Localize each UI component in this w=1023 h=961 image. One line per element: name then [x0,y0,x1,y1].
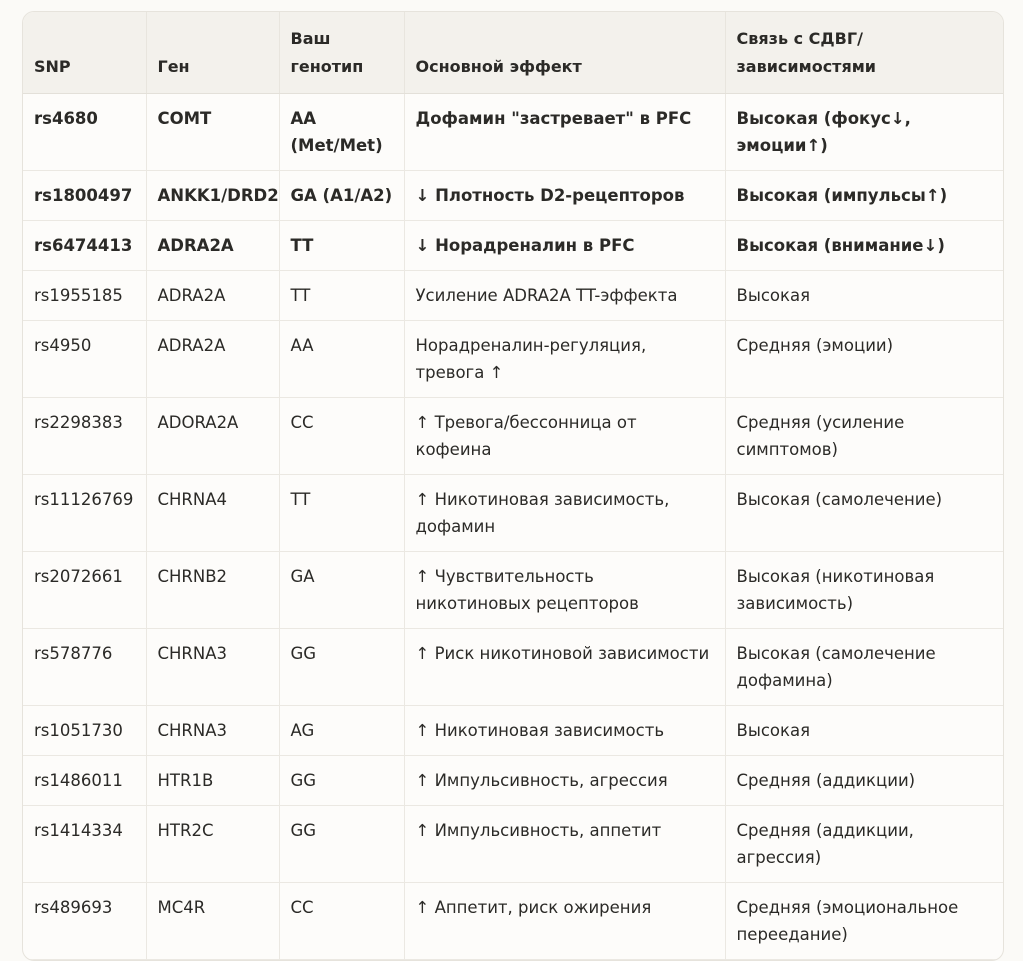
cell-link: Средняя (аддикции) [725,756,1003,806]
cell-genotype: AA [279,321,404,398]
cell-effect: ↑ Никотиновая зависимость, дофамин [404,475,725,552]
cell-gene: ANKK1/DRD2 [146,171,279,221]
cell-snp: rs489693 [23,883,146,960]
cell-effect: ↑ Чувствительность никотиновых рецепторов [404,552,725,629]
cell-genotype: CC [279,398,404,475]
cell-effect: ↑ Импульсивность, агрессия [404,756,725,806]
cell-gene: CHRNA3 [146,706,279,756]
cell-snp: rs4680 [23,94,146,171]
cell-effect: Норадреналин-регуляция, тревога ↑ [404,321,725,398]
cell-genotype: AG [279,706,404,756]
cell-effect: ↑ Риск никотиновой зависимости [404,629,725,706]
cell-gene: ADRA2A [146,271,279,321]
cell-link: Средняя (эмоции) [725,321,1003,398]
cell-gene: ADRA2A [146,221,279,271]
cell-link: Высокая (никотиновая зависимость) [725,552,1003,629]
header-effect: Основной эффект [404,12,725,94]
cell-snp: rs1051730 [23,706,146,756]
table-row [23,94,1003,171]
table-row [23,552,1003,629]
cell-gene: CHRNA3 [146,629,279,706]
cell-snp: rs11126769 [23,475,146,552]
cell-snp: rs1955185 [23,271,146,321]
cell-link: Высокая (внимание↓) [725,221,1003,271]
cell-link: Высокая (самолечение) [725,475,1003,552]
cell-effect: ↑ Никотиновая зависимость [404,706,725,756]
cell-gene: CHRNB2 [146,552,279,629]
cell-genotype: TT [279,271,404,321]
header-genotype: Ваш генотип [279,12,404,94]
cell-genotype: TT [279,475,404,552]
cell-snp: rs1800497 [23,171,146,221]
header-snp: SNP [23,12,146,94]
cell-genotype: TT [279,221,404,271]
cell-link: Высокая [725,271,1003,321]
table-row [23,398,1003,475]
cell-link: Высокая (самолечение дофамина) [725,629,1003,706]
cell-genotype: GA (A1/A2) [279,171,404,221]
cell-effect: ↑ Аппетит, риск ожирения [404,883,725,960]
header-row [23,12,1003,94]
cell-effect: ↑ Тревога/бессонница от кофеина [404,398,725,475]
cell-gene: HTR1B [146,756,279,806]
table-row [23,321,1003,398]
cell-genotype: GG [279,756,404,806]
header-link: Связь с СДВГ/ зависимостями [725,12,1003,94]
cell-effect: Усиление ADRA2A TT-эффекта [404,271,725,321]
cell-genotype: CC [279,883,404,960]
cell-gene: HTR2C [146,806,279,883]
table-row [23,706,1003,756]
cell-link: Средняя (усиление симптомов) [725,398,1003,475]
cell-effect: Дофамин "застревает" в PFC [404,94,725,171]
cell-gene: COMT [146,94,279,171]
cell-link: Средняя (эмоциональное переедание) [725,883,1003,960]
cell-gene: CHRNA4 [146,475,279,552]
table-row [23,806,1003,883]
table-row [23,629,1003,706]
cell-effect: ↓ Плотность D2-рецепторов [404,171,725,221]
cell-genotype: AA (Met/Met) [279,94,404,171]
cell-snp: rs1414334 [23,806,146,883]
cell-snp: rs6474413 [23,221,146,271]
cell-snp: rs1486011 [23,756,146,806]
cell-gene: ADORA2A [146,398,279,475]
cell-snp: rs578776 [23,629,146,706]
table-body [23,94,1003,960]
table-row [23,171,1003,221]
cell-link: Средняя (аддикции, агрессия) [725,806,1003,883]
table-row [23,475,1003,552]
cell-genotype: GG [279,806,404,883]
cell-genotype: GA [279,552,404,629]
cell-effect: ↑ Импульсивность, аппетит [404,806,725,883]
snp-table-container [22,11,1004,961]
cell-link: Высокая (импульсы↑) [725,171,1003,221]
table-row [23,221,1003,271]
snp-table [23,12,1003,960]
cell-link: Высокая (фокус↓, эмоции↑) [725,94,1003,171]
cell-genotype: GG [279,629,404,706]
cell-link: Высокая [725,706,1003,756]
cell-snp: rs4950 [23,321,146,398]
table-row [23,271,1003,321]
table-row [23,883,1003,960]
cell-snp: rs2072661 [23,552,146,629]
table-header [23,12,1003,94]
cell-snp: rs2298383 [23,398,146,475]
header-gene: Ген [146,12,279,94]
cell-effect: ↓ Норадреналин в PFC [404,221,725,271]
cell-gene: MC4R [146,883,279,960]
cell-gene: ADRA2A [146,321,279,398]
table-row [23,756,1003,806]
